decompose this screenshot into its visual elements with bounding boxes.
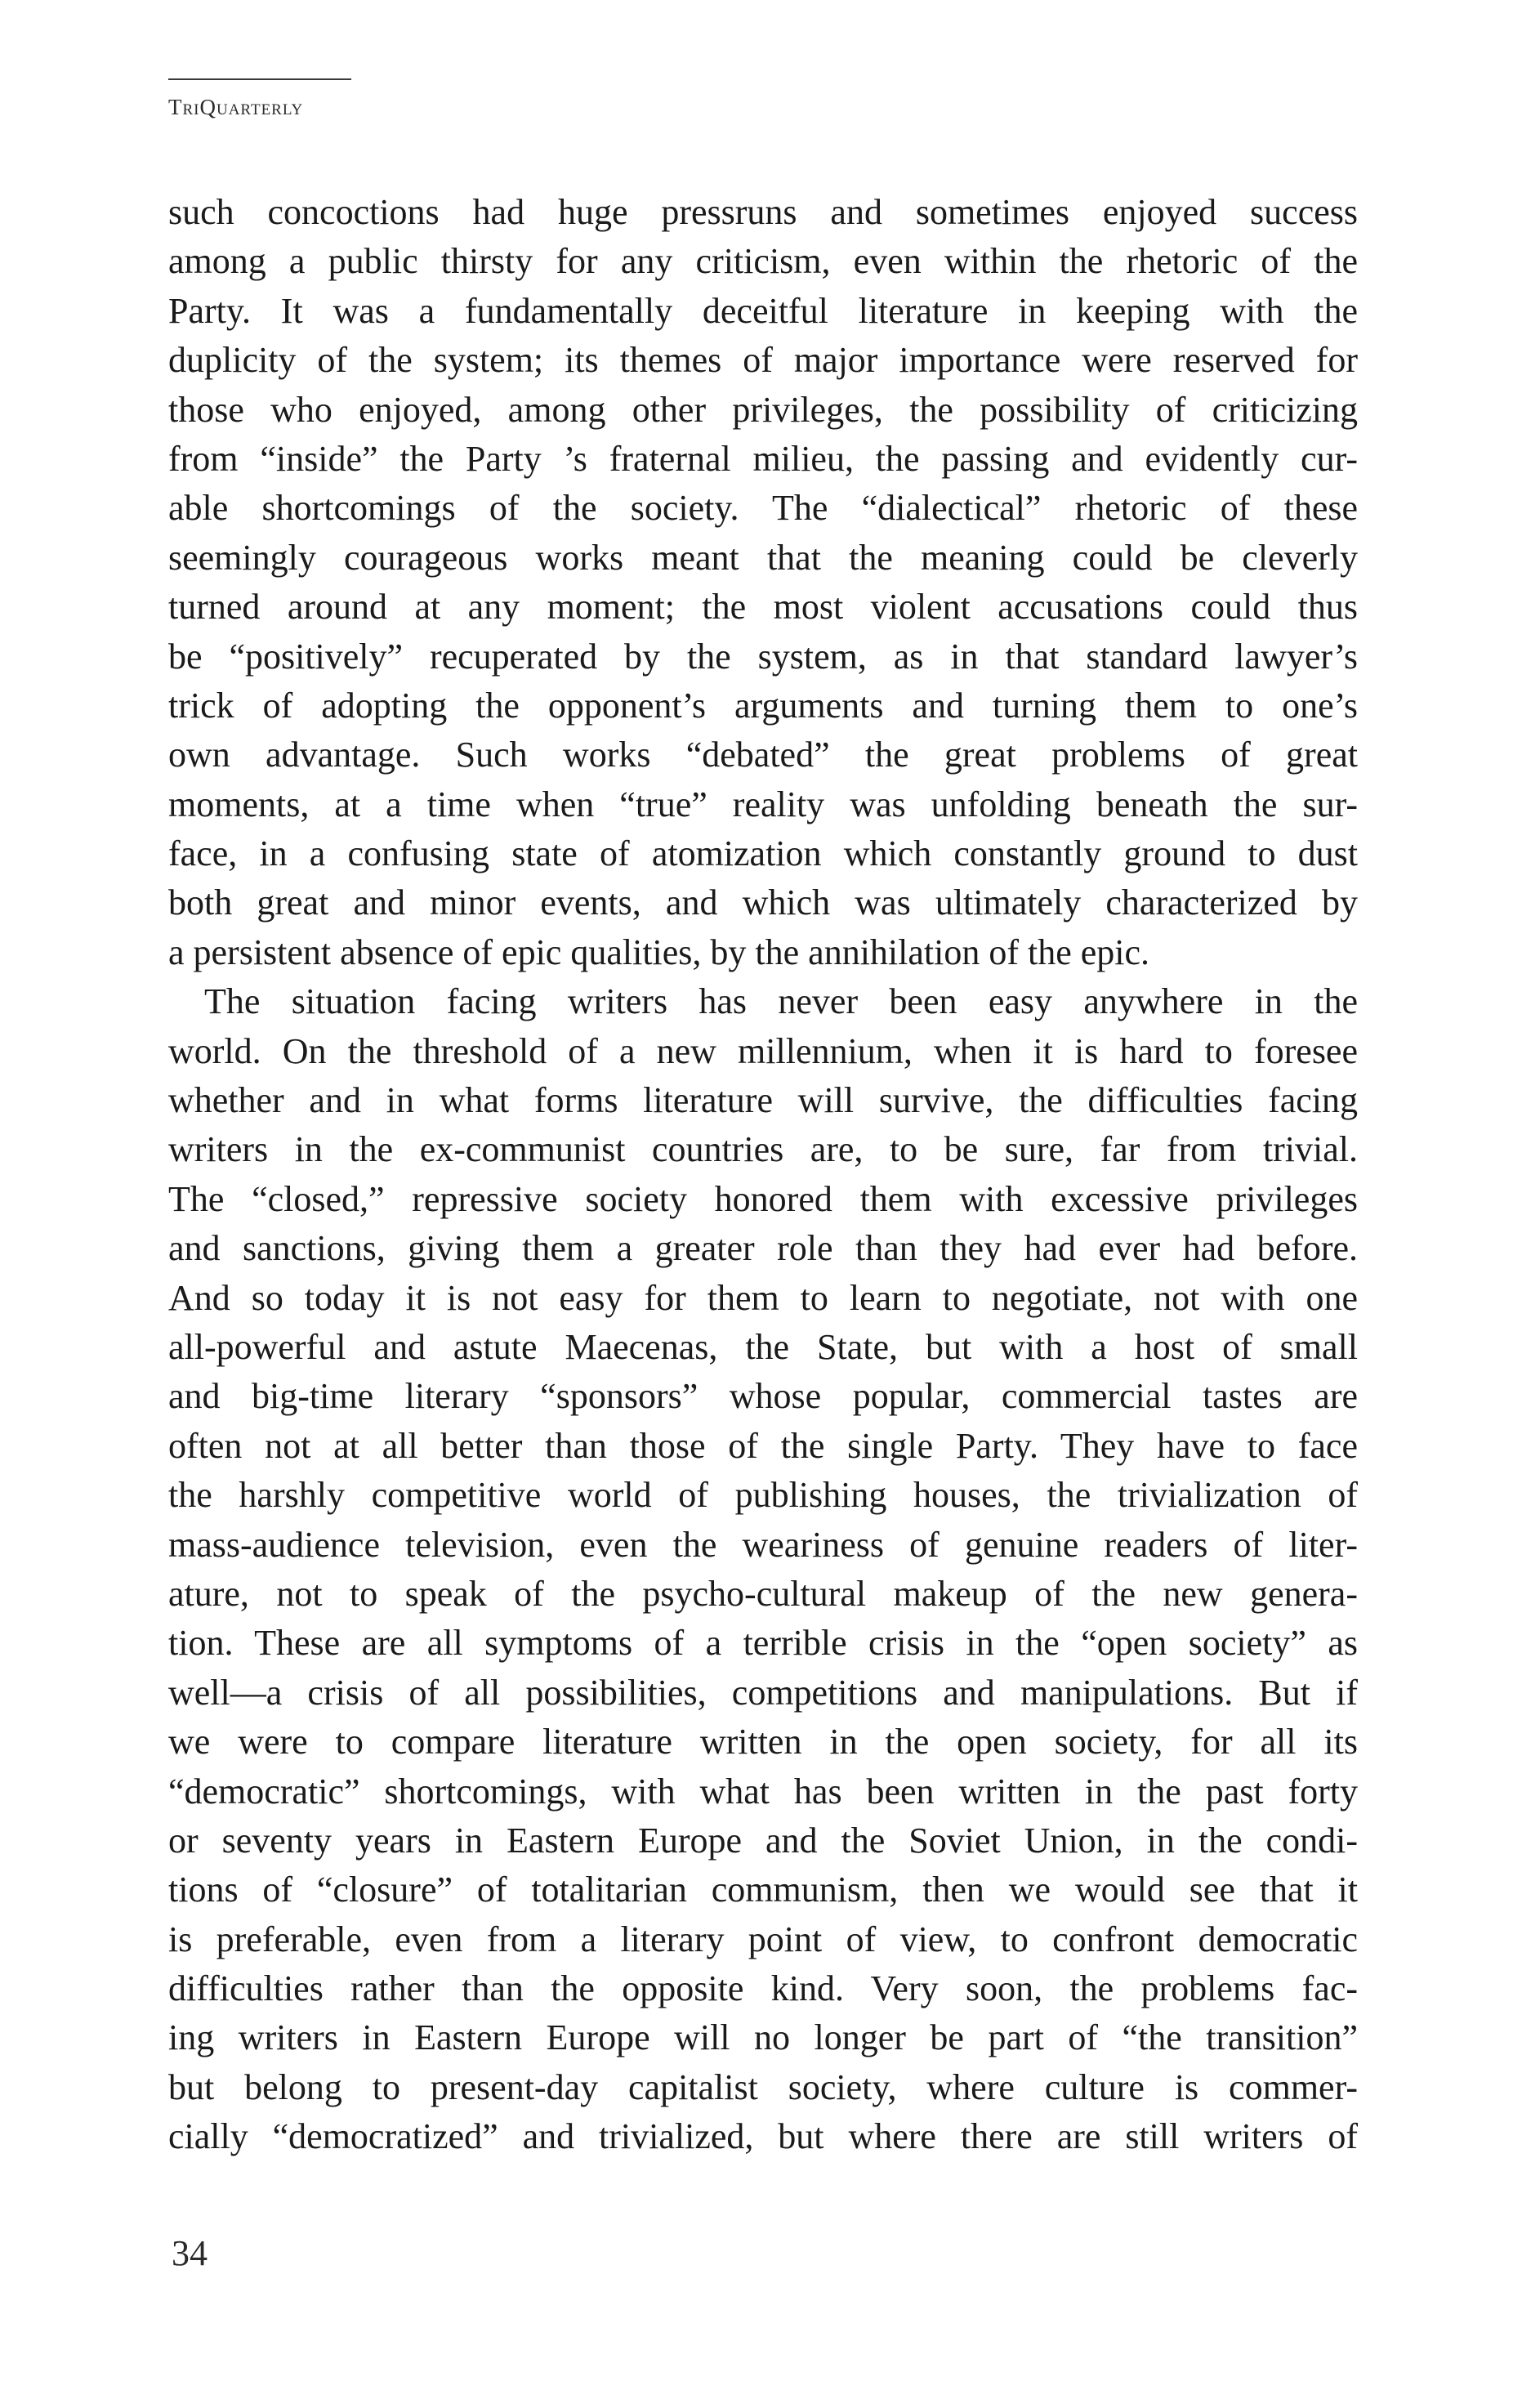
text-line: cially “democratized” and trivialized, but where there are still writers of — [168, 2116, 1358, 2157]
text-line: The “closed,” repressive society honored them with excessive privileges — [168, 1178, 1358, 1219]
text-line: or seventy years in Eastern Europe and the Soviet Union, in the condi- — [168, 1820, 1358, 1861]
text-line: face, in a confusing state of atomization which constantly ground to dust — [168, 833, 1358, 874]
text-line: but belong to present-day capitalist society, where culture is commer- — [168, 2066, 1358, 2107]
text-line: moments, at a time when “true” reality was unfolding beneath the sur- — [168, 784, 1358, 824]
text-line: the harshly competitive world of publishing houses, the trivialization of — [168, 1475, 1358, 1516]
text-line: “democratic” shortcomings, with what has been written in the past forty — [168, 1771, 1358, 1812]
text-line: such concoctions had huge pressruns and sometimes enjoyed success — [168, 192, 1358, 232]
text-line: tion. These are all symptoms of a terrible crisis in the “open society” as — [168, 1623, 1358, 1664]
text-line: world. On the threshold of a new millennium, when it is hard to foresee — [168, 1030, 1358, 1071]
text-line: both great and minor events, and which was ultimately characterized by — [168, 882, 1358, 923]
text-line: from “inside” the Party ’s fraternal milieu, the passing and evidently cur- — [168, 438, 1358, 479]
text-line: Party. It was a fundamentally deceitful literature in keeping with the — [168, 290, 1358, 331]
text-line: whether and in what forms literature will survive, the difficulties facing — [168, 1080, 1358, 1121]
text-line: ature, not to speak of the psycho-cultural makeup of the new genera- — [168, 1573, 1358, 1614]
text-line: well—a crisis of all possibilities, competitions and manipulations. But if — [168, 1672, 1358, 1713]
text-line: be “positively” recuperated by the system, as in that standard lawyer’s — [168, 636, 1358, 677]
text-line: we were to compare literature written in the open society, for all its — [168, 1722, 1358, 1762]
text-line: often not at all better than those of the single Party. They have to face — [168, 1425, 1358, 1466]
header-rule — [168, 78, 351, 80]
text-line: difficulties rather than the opposite kind. Very soon, the problems fac- — [168, 1968, 1358, 2009]
text-line: seemingly courageous works meant that the meaning could be cleverly — [168, 537, 1358, 578]
text-line: mass-audience television, even the weariness of genuine readers of liter- — [168, 1524, 1358, 1565]
text-line: and sanctions, giving them a greater role than they had ever had before. — [168, 1228, 1358, 1269]
page-number: 34 — [172, 2233, 208, 2273]
text-line: And so today it is not easy for them to learn to negotiate, not with one — [168, 1277, 1358, 1318]
text-line: writers in the ex-communist countries are, to be sure, far from trivial. — [168, 1129, 1358, 1170]
text-line: able shortcomings of the society. The “dialectical” rhetoric of these — [168, 488, 1358, 529]
text-line: ing writers in Eastern Europe will no longer be part of “the transition” — [168, 2017, 1358, 2058]
text-line: and big-time literary “sponsors” whose popular, commercial tastes are — [168, 1376, 1358, 1417]
text-line: is preferable, even from a literary point of view, to confront democratic — [168, 1919, 1358, 1959]
running-head — [168, 78, 356, 120]
text-line-paragraph-end: a persistent absence of epic qualities, by the annihilation of the epic. — [168, 931, 1150, 972]
text-line: trick of adopting the opponent’s arguments and turning them to one’s — [168, 685, 1358, 726]
body-text — [168, 188, 1358, 2162]
text-line: tions of “closure” of totalitarian communism, then we would see that it — [168, 1870, 1358, 1910]
text-line: among a public thirsty for any criticism, even within the rhetoric of the — [168, 241, 1358, 282]
text-line: duplicity of the system; its themes of major importance were reserved for — [168, 340, 1358, 381]
text-line: turned around at any moment; the most violent accusations could thus — [168, 587, 1358, 628]
text-line: all-powerful and astute Maecenas, the State, but with a host of small — [168, 1326, 1358, 1367]
text-line: those who enjoyed, among other privileges, the possibility of criticizing — [168, 389, 1358, 430]
text-line-paragraph-start: The situation facing writers has never been easy anywhere in the — [204, 981, 1358, 1022]
text-line: own advantage. Such works “debated” the great problems of great — [168, 735, 1358, 775]
running-title: TriQuarterly — [168, 95, 304, 119]
